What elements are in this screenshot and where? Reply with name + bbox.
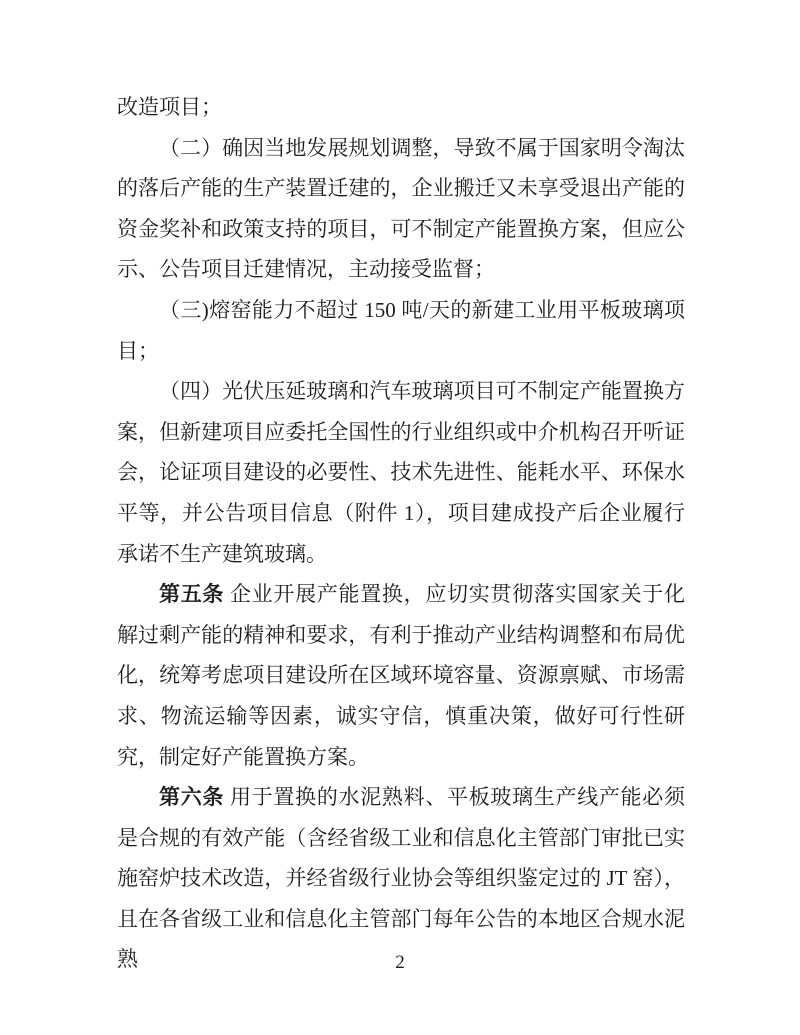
paragraph-text: （三)熔窑能力不超过 150 吨/天的新建工业用平板玻璃项目； (117, 297, 685, 363)
paragraph-text: （二）确因当地发展规划调整，导致不属于国家明令淘汰的落后产能的生产装置迁建的，企业搬迁又未享受退出产能的资金奖补和政策支持的项目，可不制定产能置换方案，但应公示、公告项目迁建情况，主动接受监督； (117, 135, 685, 282)
paragraph-text: （四）光伏压延玻璃和汽车玻璃项目可不制定产能置换方案，但新建项目应委托全国性的行业组织或中介机构召开听证会，论证项目建设的必要性、技术先进性、能耗水平、环保水平等，并公告项目信息（附件 1），项目建成投产后企业履行承诺不生产建筑玻璃。 (117, 379, 685, 566)
page-footer (0, 948, 800, 978)
article-6-heading: 第六条 (159, 785, 225, 810)
article-5-heading: 第五条 (159, 582, 225, 607)
paragraph-article-5 (117, 574, 685, 777)
paragraph-text: 企业开展产能置换，应切实贯彻落实国家关于化解过剩产能的精神和要求，有利于推动产业结构调整和布局优化，统筹考虑项目建设所在区域环境容量、资源禀赋、市场需求、物流运输等因素，诚实守信，慎重决策，做好可行性研究，制定好产能置换方案。 (117, 582, 685, 769)
paragraph-text: 改造项目； (117, 95, 222, 119)
paragraph-continuation (117, 87, 685, 128)
page-number: 2 (395, 952, 405, 973)
paragraph-text: 用于置换的水泥熟料、平板玻璃生产线产能必须是合规的有效产能（含经省级工业和信息化主管部门审批已实施窑炉技术改造，并经省级行业协会等组织鉴定过的 JT 窑），且在各省级工业和信息化主管部门每年公告的本地区合规水泥熟 (117, 785, 685, 972)
paragraph-item-2 (117, 128, 685, 290)
paragraph-item-4 (117, 371, 685, 574)
paragraph-item-3 (117, 290, 685, 371)
